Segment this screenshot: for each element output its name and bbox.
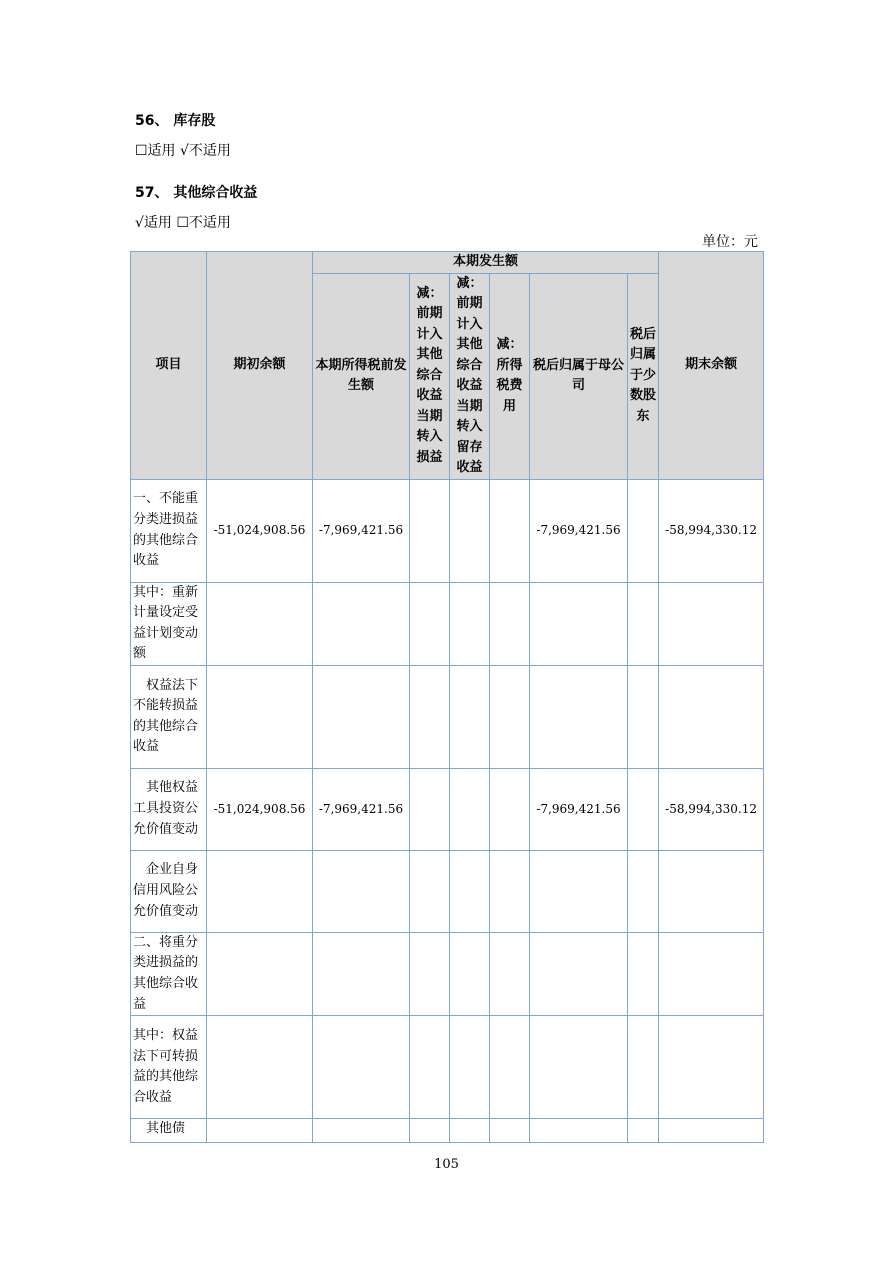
cell-parent: -7,969,421.56 [530, 479, 628, 582]
cell-c3 [410, 1016, 450, 1119]
cell-pretax: -7,969,421.56 [313, 479, 410, 582]
header-period-group: 本期发生额 [313, 252, 659, 274]
cell-pretax [313, 850, 410, 932]
cell-c5 [490, 665, 530, 768]
cell-item: 权益法下不能转损益的其他综合收益 [131, 665, 207, 768]
cell-pretax: -7,969,421.56 [313, 768, 410, 850]
cell-pretax [313, 665, 410, 768]
cell-pretax [313, 1016, 410, 1119]
cell-item: 其他权益工具投资公允价值变动 [131, 768, 207, 850]
header-pretax: 本期所得税前发生额 [313, 273, 410, 479]
cell-c4 [450, 1119, 490, 1143]
cell-parent [530, 1016, 628, 1119]
table-row [131, 1119, 764, 1143]
cell-c5 [490, 768, 530, 850]
cell-minority [628, 582, 659, 665]
cell-opening [207, 665, 313, 768]
cell-c5 [490, 582, 530, 665]
cell-c4 [450, 932, 490, 1015]
table-row [131, 932, 764, 1015]
header-less-reclass-re: 减：前期计入其他综合收益当期转入留存收益 [450, 273, 490, 479]
table-row [131, 768, 764, 850]
table-row [131, 582, 764, 665]
cell-item: 一、不能重分类进损益的其他综合收益 [131, 479, 207, 582]
cell-closing [659, 582, 764, 665]
cell-item: 其中：权益法下可转损益的其他综合收益 [131, 1016, 207, 1119]
unit-label: 单位：元 [702, 234, 758, 250]
cell-opening [207, 932, 313, 1015]
cell-closing [659, 1016, 764, 1119]
cell-c4 [450, 665, 490, 768]
cell-opening: -51,024,908.56 [207, 768, 313, 850]
table-row [131, 479, 764, 582]
header-opening: 期初余额 [207, 252, 313, 480]
cell-c3 [410, 768, 450, 850]
cell-parent [530, 665, 628, 768]
cell-minority [628, 768, 659, 850]
cell-opening [207, 1119, 313, 1143]
table-row [131, 850, 764, 932]
section-56-options: ☐适用 √不适用 [135, 143, 231, 159]
header-minority: 税后归属于少数股东 [628, 273, 659, 479]
cell-parent [530, 850, 628, 932]
cell-closing: -58,994,330.12 [659, 768, 764, 850]
cell-pretax [313, 1119, 410, 1143]
cell-c4 [450, 479, 490, 582]
cell-opening [207, 850, 313, 932]
cell-closing [659, 932, 764, 1015]
cell-c5 [490, 850, 530, 932]
table-row [131, 665, 764, 768]
cell-parent [530, 932, 628, 1015]
cell-parent: -7,969,421.56 [530, 768, 628, 850]
cell-minority [628, 850, 659, 932]
cell-minority [628, 479, 659, 582]
cell-minority [628, 1119, 659, 1143]
section-57-options: √适用 ☐不适用 [135, 215, 231, 231]
cell-c3 [410, 582, 450, 665]
cell-opening [207, 582, 313, 665]
cell-minority [628, 932, 659, 1015]
cell-c5 [490, 479, 530, 582]
cell-item: 其中：重新计量设定受益计划变动额 [131, 582, 207, 665]
cell-closing: -58,994,330.12 [659, 479, 764, 582]
header-item: 项目 [131, 252, 207, 480]
cell-c4 [450, 850, 490, 932]
cell-closing [659, 850, 764, 932]
cell-c5 [490, 932, 530, 1015]
cell-c3 [410, 665, 450, 768]
cell-c5 [490, 1119, 530, 1143]
oci-table [130, 251, 764, 1143]
cell-c3 [410, 850, 450, 932]
cell-c5 [490, 1016, 530, 1119]
cell-closing [659, 1119, 764, 1143]
cell-opening [207, 1016, 313, 1119]
cell-item: 企业自身信用风险公允价值变动 [131, 850, 207, 932]
cell-c3 [410, 1119, 450, 1143]
cell-closing [659, 665, 764, 768]
cell-minority [628, 1016, 659, 1119]
cell-item: 其他债 [131, 1119, 207, 1143]
cell-minority [628, 665, 659, 768]
header-less-reclass-pl: 减：前期计入其他综合收益当期转入损益 [410, 273, 450, 479]
cell-opening: -51,024,908.56 [207, 479, 313, 582]
cell-c3 [410, 932, 450, 1015]
header-parent: 税后归属于母公司 [530, 273, 628, 479]
header-closing: 期末余额 [659, 252, 764, 480]
cell-c4 [450, 582, 490, 665]
page-number: 105 [434, 1157, 459, 1172]
cell-item: 二、将重分类进损益的其他综合收益 [131, 932, 207, 1015]
cell-pretax [313, 932, 410, 1015]
cell-parent [530, 1119, 628, 1143]
section-56-title: 56、 库存股 [135, 113, 216, 129]
table-row [131, 1016, 764, 1119]
cell-c4 [450, 1016, 490, 1119]
section-57-title: 57、 其他综合收益 [135, 185, 258, 201]
header-less-tax: 减：所得税费用 [490, 273, 530, 479]
cell-c4 [450, 768, 490, 850]
cell-c3 [410, 479, 450, 582]
cell-pretax [313, 582, 410, 665]
cell-parent [530, 582, 628, 665]
